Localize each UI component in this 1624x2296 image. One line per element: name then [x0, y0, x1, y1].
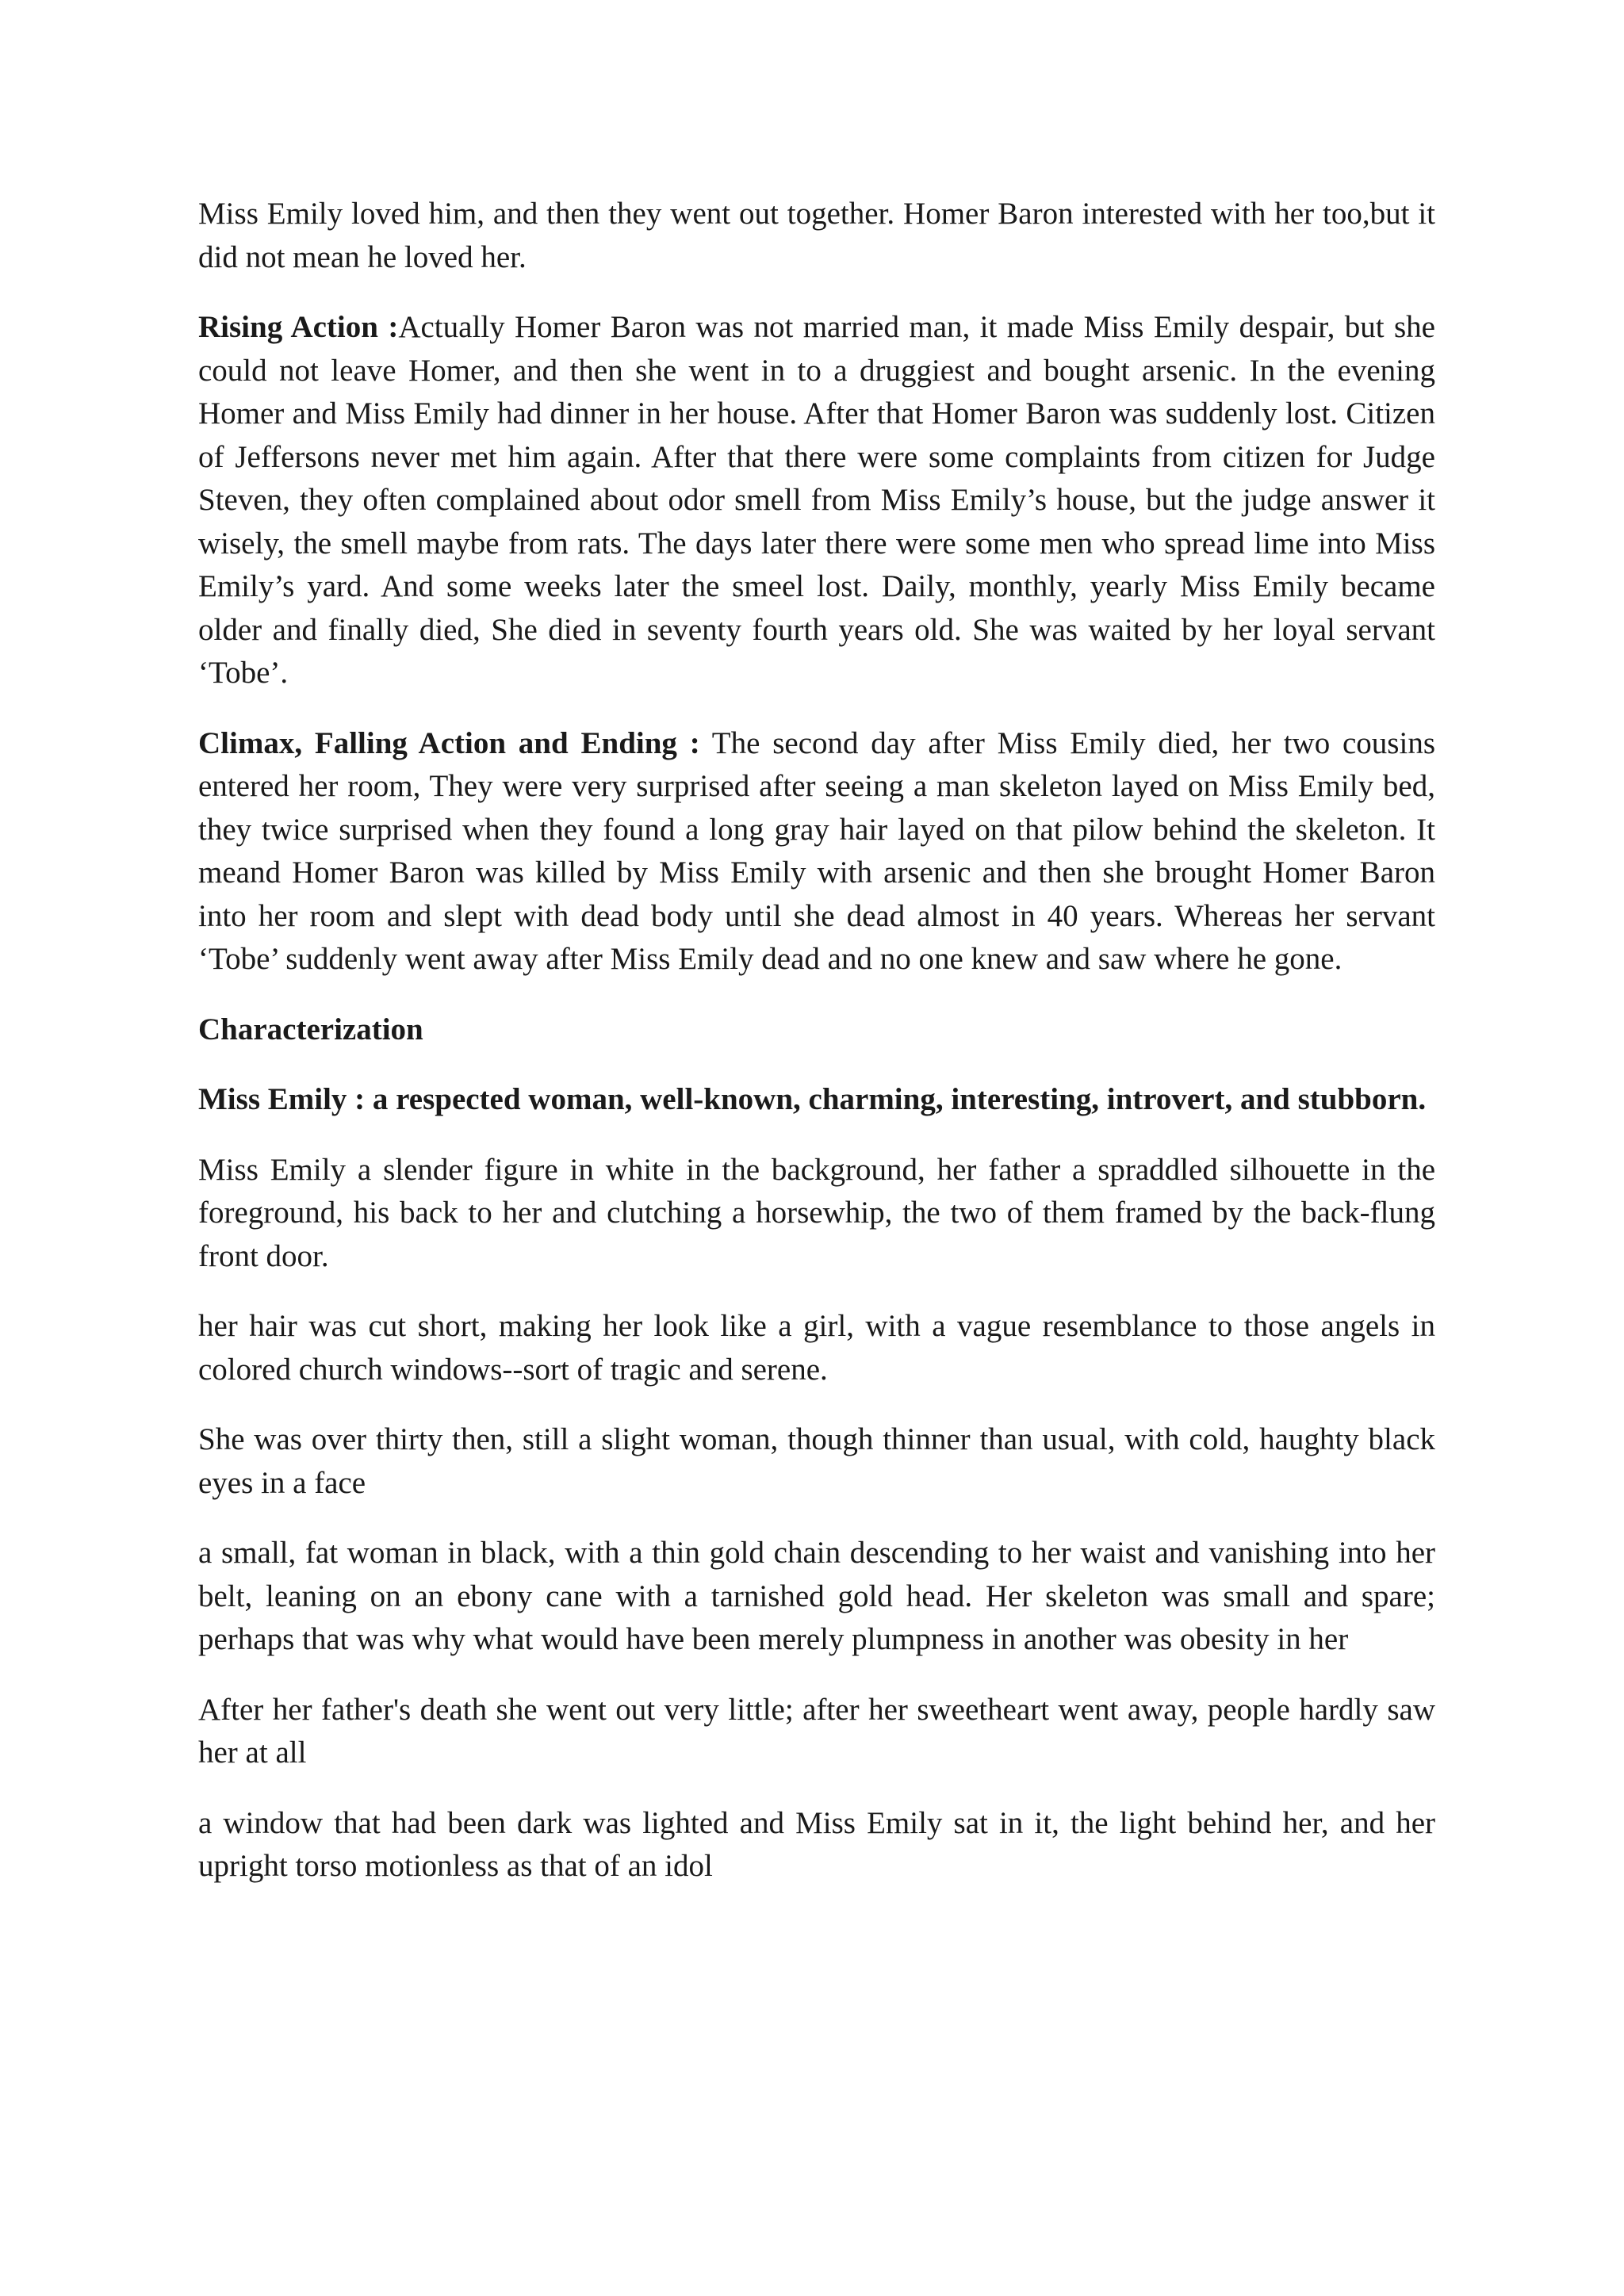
quote-paragraph: After her father's death she went out very little; after her sweetheart went away, people hardly saw her at all — [198, 1692, 1435, 1770]
quote-paragraph: She was over thirty then, still a slight woman, though thinner than usual, with cold, haughty black eyes in a face — [198, 1422, 1435, 1500]
quote-paragraph: a small, fat woman in black, with a thin gold chain descending to her waist and vanishing into her belt, leaning on an ebony cane with a tarnished gold head. Her skeleton was small and spare; perhaps that was why what would have been merely plumpness in another was obesity in her — [198, 1536, 1435, 1656]
paragraph-climax — [198, 722, 1435, 982]
rising-action-text: Actually Homer Baron was not married man, it made Miss Emily despair, but she could not leave Homer, and then she went in to a druggiest and bought arsenic. In the evening Homer and Miss Emily had dinner in her house. After that Homer Baron was suddenly lost. Citizen of Jeffersons never met him again. After that there were some complaints from citizen for Judge Steven, they often complained about odor smell from Miss Emily’s house, but the judge answer it wisely, the smell maybe from rats. The days later there were some men who spread lime into Miss Emily’s yard. And some weeks later the smeel lost. Daily, monthly, yearly Miss Emily became older and finally died, She died in seventy fourth years old. She was waited by her loyal servant ‘Tobe’. — [198, 310, 1435, 690]
quote-paragraph: Miss Emily a slender figure in white in the background, her father a spraddled silhouette in the foreground, his back to her and clutching a horsewhip, the two of them framed by the back-flung front door. — [198, 1152, 1435, 1273]
quote-paragraph: her hair was cut short, making her look like a girl, with a vague resemblance to those angels in colored church windows--sort of tragic and serene. — [198, 1309, 1435, 1387]
paragraph-intro: Miss Emily loved him, and then they went out together. Homer Baron interested with her too,but it did not mean he loved her. — [198, 197, 1435, 274]
climax-label: Climax, Falling Action and Ending : — [198, 725, 700, 760]
document-page — [198, 193, 1435, 1915]
quote-paragraph: a window that had been dark was lighted and Miss Emily sat in it, the light behind her, and her upright torso motionless as that of an idol — [198, 1805, 1435, 1883]
paragraph-rising-action — [198, 306, 1435, 695]
characterization-heading: Characterization — [198, 1012, 423, 1047]
climax-text: The second day after Miss Emily died, her two cousins entered her room, They were very surprised after seeing a man skeleton layed on Miss Emily bed, they twice surprised when they found a long gray hair layed on that pilow behind the skeleton. It meand Homer Baron was killed by Miss Emily with arsenic and then she brought Homer Baron into her room and slept with dead body until she dead almost in 40 years. Whereas her servant ‘Tobe’ suddenly went away after Miss Emily dead and no one knew and saw where he gone. — [198, 725, 1435, 976]
rising-action-label: Rising Action : — [198, 310, 399, 344]
miss-emily-heading: Miss Emily : a respected woman, well-known, charming, interesting, introvert, and stubborn. — [198, 1082, 1427, 1116]
